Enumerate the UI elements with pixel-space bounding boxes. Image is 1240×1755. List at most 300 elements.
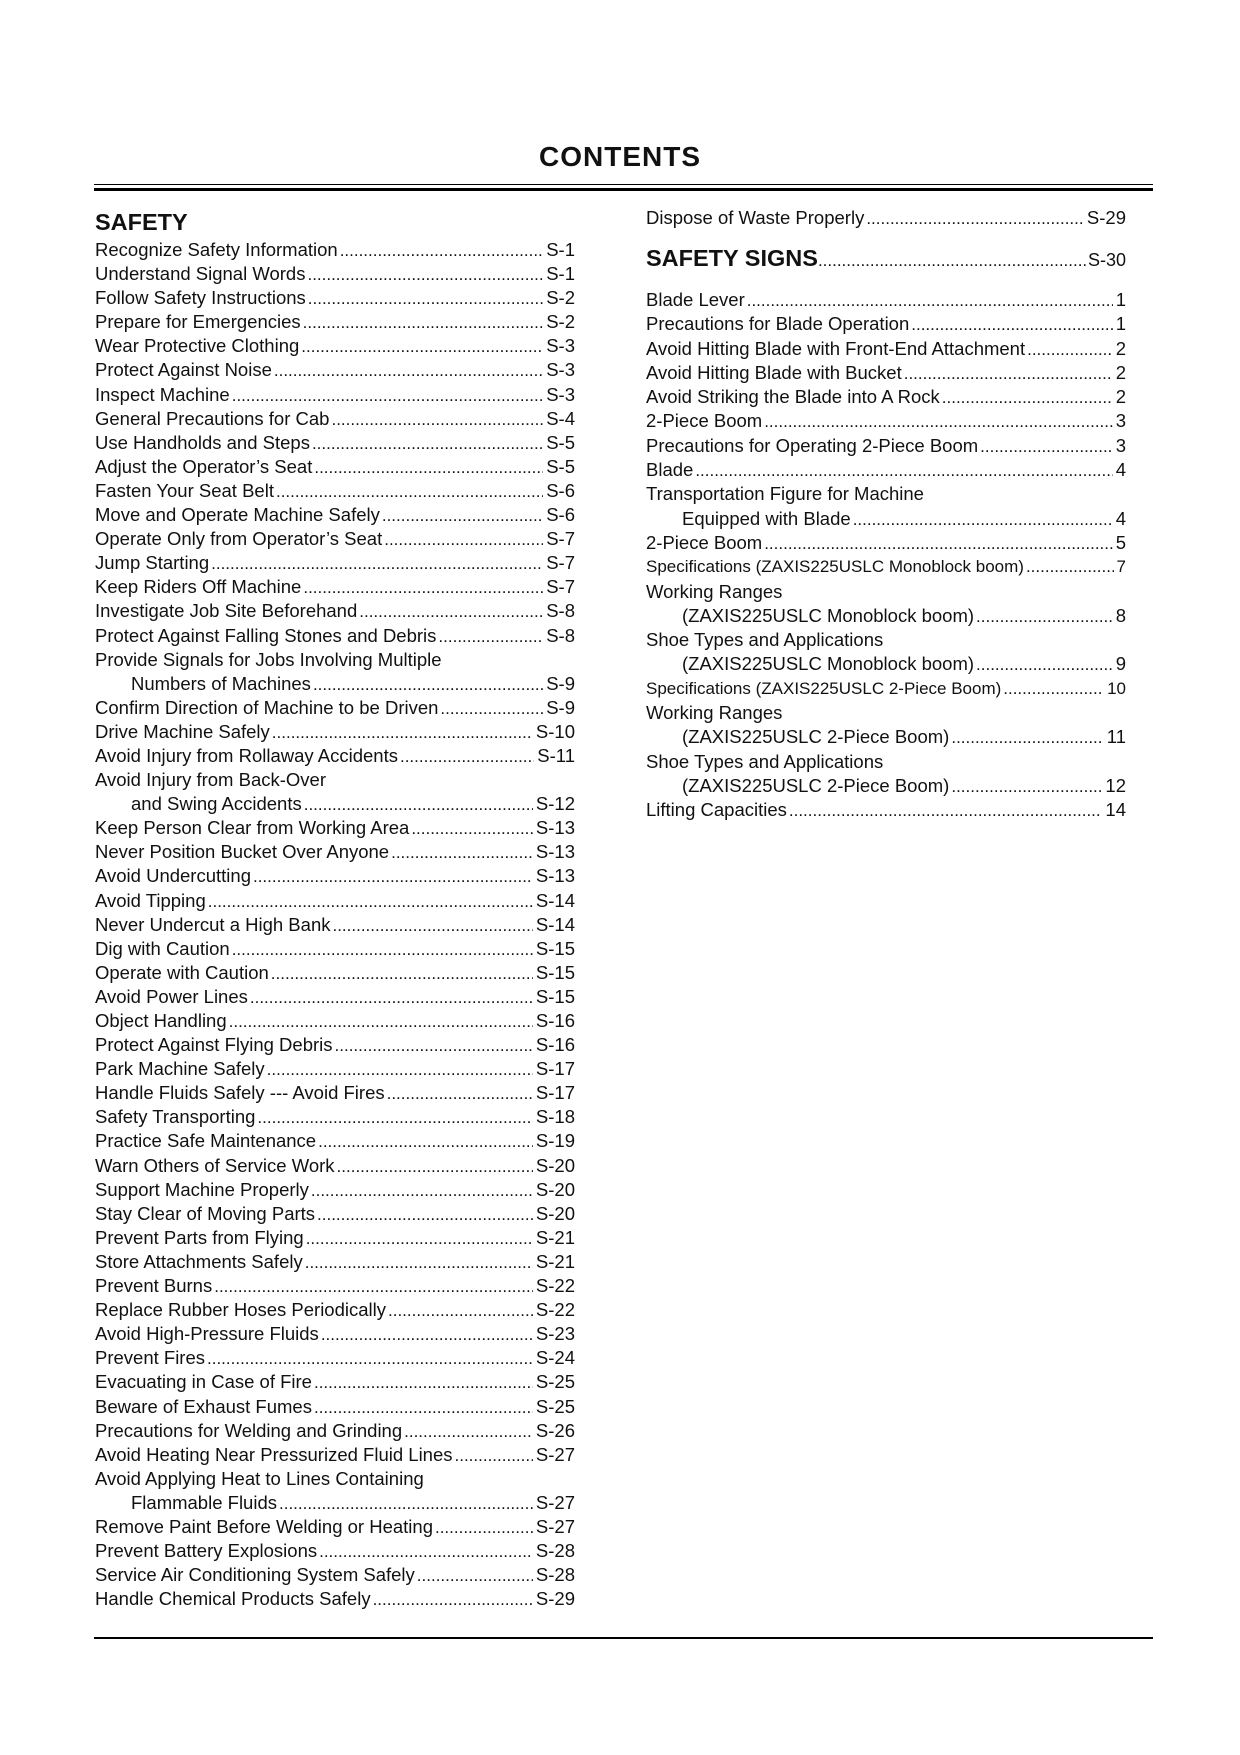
toc-entry[interactable]: [646, 434, 1126, 458]
toc-entry-page: 3: [1115, 434, 1126, 456]
toc-entry[interactable]: [646, 774, 1126, 798]
toc-entry[interactable]: [95, 1491, 575, 1515]
toc-entry[interactable]: [95, 286, 575, 310]
toc-entry-leader: [357, 600, 543, 624]
toc-entry-leader: [212, 1275, 533, 1299]
toc-entry-page: S-15: [535, 937, 575, 959]
toc-entry[interactable]: [646, 361, 1126, 385]
toc-entry-leader: [453, 1444, 533, 1468]
toc-entry[interactable]: [95, 358, 575, 382]
toc-entry-title-line[interactable]: Working Ranges: [646, 580, 783, 602]
toc-entry-page: S-22: [535, 1275, 575, 1297]
toc-entry[interactable]: [646, 458, 1126, 482]
toc-entry[interactable]: [646, 385, 1126, 409]
toc-entry-title-line[interactable]: Shoe Types and Applications: [646, 629, 884, 651]
toc-entry[interactable]: [95, 1515, 575, 1539]
toc-entry-leader: [949, 775, 1102, 799]
toc-entry-title: Never Undercut a High Bank: [95, 913, 331, 935]
toc-entry-page: S-25: [535, 1395, 575, 1417]
toc-entry-title: 2-Piece Boom: [646, 410, 763, 432]
toc-entry-page: S-9: [546, 696, 575, 718]
toc-column-right: [646, 206, 1126, 823]
toc-entry-title: General Precautions for Cab: [95, 407, 330, 429]
toc-entry-title: Understand Signal Words: [95, 263, 306, 285]
toc-entry-leader: [305, 263, 543, 287]
toc-entry-page: S-22: [535, 1299, 575, 1321]
toc-entry[interactable]: [95, 744, 575, 768]
toc-entry-page: S-7: [546, 576, 575, 598]
toc-entry-title: Support Machine Properly: [95, 1178, 309, 1200]
toc-entry-page: S-27: [535, 1491, 575, 1513]
toc-entry-title: Protect Against Noise: [95, 359, 272, 381]
toc-entry[interactable]: [95, 1298, 575, 1322]
toc-entry-leader: [317, 1540, 533, 1564]
section-heading-page: S-30: [1087, 250, 1126, 270]
toc-entry[interactable]: [95, 1202, 575, 1226]
toc-entry-page: 1: [1115, 313, 1126, 335]
toc-entry-leader: [277, 1492, 533, 1516]
toc-entry-leader: [270, 721, 533, 745]
toc-entry-leader: [398, 745, 534, 769]
toc-entry-page: S-5: [546, 431, 575, 453]
toc-entry-page: S-1: [546, 263, 575, 285]
toc-entry[interactable]: [95, 1154, 575, 1178]
toc-entry-leader: [438, 697, 543, 721]
toc-entry-title: Specifications (ZAXIS225USLC 2-Piece Boom): [646, 678, 1002, 698]
toc-entry-page: S-19: [535, 1130, 575, 1152]
toc-entry-title: Investigate Job Site Beforehand: [95, 600, 358, 622]
toc-entry-title: Avoid Hitting Blade with Bucket: [646, 361, 902, 383]
toc-entry-title: Store Attachments Safely: [95, 1250, 303, 1272]
toc-entry-leader: [248, 986, 533, 1010]
toc-entry[interactable]: [95, 1250, 575, 1274]
toc-entry-title-line[interactable]: Transportation Figure for Machine: [646, 483, 924, 505]
toc-entry-leader: [299, 335, 543, 359]
page-title: CONTENTS: [539, 141, 701, 172]
toc-entry-title: Beware of Exhaust Fumes: [95, 1395, 312, 1417]
toc-entry-page: S-3: [546, 359, 575, 381]
toc-entry-leader: [415, 1564, 533, 1588]
toc-entry-title: Never Position Bucket Over Anyone: [95, 841, 390, 863]
toc-entry[interactable]: [95, 889, 575, 913]
toc-entry-leader: [310, 432, 543, 456]
toc-entry-leader: [382, 528, 543, 552]
toc-entry[interactable]: [95, 985, 575, 1009]
toc-entry-title: Precautions for Welding and Grinding: [95, 1419, 403, 1441]
toc-entry-title-line[interactable]: Shoe Types and Applications: [646, 750, 884, 772]
section-heading-label: SAFETY SIGNS: [646, 245, 818, 271]
toc-entry-title: Avoid Striking the Blade into A Rock: [646, 386, 940, 408]
toc-entry-page: 2: [1115, 337, 1126, 359]
toc-entry[interactable]: [95, 455, 575, 479]
toc-entry-page: S-27: [535, 1443, 575, 1465]
toc-entry[interactable]: [95, 479, 575, 503]
toc-entry-leader: [1001, 677, 1104, 701]
toc-entry-page: S-8: [546, 624, 575, 646]
toc-entry-title: Drive Machine Safely: [95, 720, 270, 742]
header-rule-thin: [94, 184, 1153, 185]
toc-entry-title: Handle Chemical Products Safely: [95, 1588, 371, 1610]
toc-entry-page: S-25: [535, 1371, 575, 1393]
toc-entry-leader: [272, 359, 543, 383]
toc-entry-page: 7: [1116, 557, 1126, 577]
toc-entry[interactable]: [95, 937, 575, 961]
toc-entry[interactable]: [95, 1105, 575, 1129]
toc-entry[interactable]: [646, 604, 1126, 628]
toc-entry-title: Wear Protective Clothing: [95, 335, 300, 357]
toc-entry[interactable]: [95, 575, 575, 599]
toc-entry-leader: [949, 726, 1103, 750]
toc-entry-leader: [303, 1251, 533, 1275]
toc-entry-leader: [265, 1058, 533, 1082]
toc-entry-page: S-4: [546, 407, 575, 429]
toc-entry-leader: [311, 673, 543, 697]
toc-entry-page: S-16: [535, 1010, 575, 1031]
toc-entry[interactable]: [95, 720, 575, 744]
toc-entry-page: S-17: [535, 1082, 575, 1104]
toc-entry[interactable]: [95, 503, 575, 527]
toc-entry-page: 1: [1115, 289, 1126, 310]
toc-entry-page: S-8: [546, 600, 575, 622]
toc-entry-page: S-13: [535, 817, 575, 839]
toc-entry-title: Specifications (ZAXIS225USLC Monoblock boom): [646, 557, 1024, 577]
toc-entry[interactable]: [95, 238, 575, 262]
toc-entry[interactable]: [95, 1178, 575, 1202]
toc-entry[interactable]: [95, 672, 575, 696]
toc-entry[interactable]: [646, 652, 1126, 676]
toc-entry-title: (ZAXIS225USLC 2-Piece Boom): [682, 774, 950, 796]
toc-entry-page: S-21: [535, 1250, 575, 1272]
toc-entry-title: Operate with Caution: [95, 961, 269, 983]
toc-entry-leader: [762, 532, 1113, 556]
toc-entry-leader: [974, 605, 1113, 629]
toc-entry[interactable]: [646, 531, 1126, 555]
toc-entry-page: S-28: [535, 1540, 575, 1562]
toc-entry-title: Remove Paint Before Welding or Heating: [95, 1515, 433, 1537]
toc-entry-leader: [978, 435, 1113, 459]
toc-entry[interactable]: [95, 1443, 575, 1467]
toc-entry-title: Avoid Tipping: [95, 889, 206, 911]
toc-entry[interactable]: [646, 409, 1126, 433]
toc-entry-page: S-29: [535, 1588, 575, 1610]
toc-entry-leader: [333, 1034, 533, 1058]
toc-entry-page: 12: [1105, 774, 1126, 796]
toc-entry[interactable]: [646, 312, 1126, 336]
toc-entry-page: S-3: [546, 383, 575, 405]
toc-entry-page: 4: [1115, 507, 1126, 529]
toc-entry-leader: [230, 938, 533, 962]
toc-entry-page: S-9: [546, 672, 575, 694]
toc-entry-leader: [864, 207, 1084, 231]
toc-entry-leader: [851, 508, 1113, 532]
toc-entry[interactable]: [95, 1322, 575, 1346]
toc-entry[interactable]: [95, 1587, 575, 1611]
toc-entry-page: 9: [1115, 653, 1126, 675]
toc-entry-page: S-23: [535, 1323, 575, 1345]
toc-entry-page: S-10: [535, 720, 575, 742]
toc-entry-title: Avoid Power Lines: [95, 985, 248, 1007]
toc-entry-page: 14: [1105, 799, 1126, 821]
toc-entry-page: 4: [1115, 459, 1126, 481]
toc-entry-title: Adjust the Operator’s Seat: [95, 455, 313, 477]
toc-entry-page: S-1: [546, 239, 575, 260]
toc-entry-leader: [230, 384, 543, 408]
toc-entry-leader: [206, 890, 533, 914]
toc-entry[interactable]: [646, 337, 1126, 361]
toc-entry-leader: [251, 865, 533, 889]
toc-entry-page: S-13: [535, 865, 575, 887]
toc-entry-leader: [316, 1130, 533, 1154]
toc-entry-title: Blade: [646, 459, 694, 481]
toc-entry-title: Protect Against Falling Stones and Debris: [95, 624, 437, 646]
toc-entry-leader: [304, 1227, 533, 1251]
toc-entry-leader: [974, 653, 1113, 677]
toc-entry-page: S-29: [1086, 207, 1126, 228]
toc-entry-title: Prevent Parts from Flying: [95, 1226, 304, 1248]
toc-entry[interactable]: [646, 677, 1126, 701]
toc-entry-title: 2-Piece Boom: [646, 531, 763, 553]
toc-entry-title: Precautions for Blade Operation: [646, 313, 910, 335]
toc-entry[interactable]: [95, 1226, 575, 1250]
toc-entry-title: Safety Transporting: [95, 1106, 256, 1128]
toc-entry-page: S-13: [535, 841, 575, 863]
toc-entry[interactable]: [95, 840, 575, 864]
toc-entry-title-line[interactable]: Avoid Applying Heat to Lines Containing: [95, 1467, 424, 1489]
toc-entry-page: S-28: [535, 1564, 575, 1586]
toc-entry-title: Dispose of Waste Properly: [646, 207, 865, 228]
toc-entry-leader: [330, 914, 532, 938]
toc-entry-leader: [227, 1010, 533, 1034]
toc-entry-page: 2: [1115, 361, 1126, 383]
toc-entry-page: S-20: [535, 1154, 575, 1176]
toc-entry-page: S-12: [535, 793, 575, 815]
toc-entry-leader: [209, 552, 543, 576]
toc-entry[interactable]: [95, 864, 575, 888]
toc-entry-title: Prevent Battery Explosions: [95, 1540, 318, 1562]
toc-entry-page: S-26: [535, 1419, 575, 1441]
toc-entry-leader: [301, 576, 543, 600]
toc-entry-title: Keep Riders Off Machine: [95, 576, 302, 598]
toc-entry-title: Move and Operate Machine Safely: [95, 504, 380, 526]
toc-entry-title: Lifting Capacities: [646, 799, 787, 821]
toc-entry-page: S-6: [546, 504, 575, 526]
toc-entry[interactable]: [95, 1057, 575, 1081]
toc-entry-title: Flammable Fluids: [131, 1491, 277, 1513]
toc-entry-page: S-14: [535, 913, 575, 935]
toc-entry-leader: [205, 1347, 533, 1371]
toc-entry-title: Recognize Safety Information: [95, 239, 338, 260]
toc-entry-leader: [386, 1299, 533, 1323]
toc-entry[interactable]: [95, 1274, 575, 1298]
toc-entry-title: Equipped with Blade: [682, 507, 851, 529]
toc-entry-title: Prevent Burns: [95, 1275, 213, 1297]
toc-entry[interactable]: [95, 407, 575, 431]
toc-entry-title: Object Handling: [95, 1010, 227, 1031]
toc-entry-title-line[interactable]: Working Ranges: [646, 702, 783, 724]
toc-entry-page: S-15: [535, 985, 575, 1007]
toc-entry-leader: [762, 410, 1113, 434]
toc-entry-title: Numbers of Machines: [131, 672, 311, 694]
toc-entry-title: Use Handholds and Steps: [95, 431, 310, 453]
toc-entry-title: Prepare for Emergencies: [95, 311, 301, 333]
toc-entry-page: S-20: [535, 1178, 575, 1200]
toc-entry-title: Avoid Heating Near Pressurized Fluid Lines: [95, 1443, 453, 1465]
toc-entry-leader: [302, 793, 533, 817]
toc-entry-page: S-5: [546, 455, 575, 477]
toc-entry[interactable]: [95, 913, 575, 937]
toc-entry-leader: [433, 1516, 533, 1540]
toc-entry[interactable]: [95, 599, 575, 623]
toc-entry-page: 11: [1106, 726, 1126, 748]
toc-entry[interactable]: [646, 555, 1126, 579]
toc-entry-page: S-15: [535, 961, 575, 983]
toc-entry-leader: [338, 239, 544, 263]
toc-entry-title: Avoid Hitting Blade with Front-End Attachment: [646, 337, 1026, 359]
toc-entry[interactable]: [95, 816, 575, 840]
toc-entry-page: S-16: [535, 1034, 575, 1056]
toc-entry-leader: [274, 480, 543, 504]
toc-entry-page: 2: [1115, 386, 1126, 408]
toc-entry-page: S-18: [535, 1106, 575, 1128]
toc-list-safety: [95, 238, 575, 1611]
toc-entry-page: 10: [1107, 678, 1126, 698]
toc-entry[interactable]: [95, 527, 575, 551]
toc-entry-title: (ZAXIS225USLC 2-Piece Boom): [682, 726, 950, 748]
toc-entry[interactable]: [95, 1419, 575, 1443]
toc-entry-leader: [436, 625, 543, 649]
toc-entry-title: Service Air Conditioning System Safely: [95, 1564, 415, 1586]
toc-entry[interactable]: [95, 334, 575, 358]
footer-rule: [94, 1637, 1153, 1639]
toc-entry-page: S-24: [535, 1347, 575, 1369]
toc-entry-title: Avoid Undercutting: [95, 865, 251, 887]
toc-entry-page: S-20: [535, 1202, 575, 1224]
toc-entry-leader: [380, 504, 543, 528]
toc-entry-page: 3: [1115, 410, 1126, 432]
toc-entry-page: S-6: [546, 479, 575, 501]
toc-entry-leader: [909, 313, 1112, 337]
toc-entry-title: Jump Starting: [95, 552, 210, 574]
toc-entry[interactable]: [95, 1370, 575, 1394]
toc-entry-title: and Swing Accidents: [131, 793, 302, 815]
toc-entry-title: Blade Lever: [646, 289, 745, 310]
toc-entry[interactable]: [95, 624, 575, 648]
toc-entry-title-line[interactable]: Provide Signals for Jobs Involving Multiple: [95, 648, 442, 670]
toc-entry-title: Practice Safe Maintenance: [95, 1130, 317, 1152]
toc-entry-leader: [312, 1396, 533, 1420]
toc-entry[interactable]: [95, 1395, 575, 1419]
toc-entry-title: Prevent Fires: [95, 1347, 206, 1369]
toc-entry-leader: [389, 841, 533, 865]
toc-entry[interactable]: [95, 1033, 575, 1057]
toc-entry-leader: [693, 459, 1112, 483]
section-heading-leader: [818, 245, 1086, 277]
toc-entry[interactable]: [646, 507, 1126, 531]
toc-entry[interactable]: [95, 1346, 575, 1370]
toc-entry-page: S-17: [535, 1058, 575, 1080]
toc-entry-leader: [255, 1106, 533, 1130]
toc-entry[interactable]: [646, 798, 1126, 822]
toc-entry-page: S-27: [535, 1515, 575, 1537]
toc-entry-title: Stay Clear of Moving Parts: [95, 1202, 316, 1224]
toc-entry-title: Evacuating in Case of Fire: [95, 1371, 312, 1393]
toc-entry-title: Park Machine Safely: [95, 1058, 265, 1080]
toc-entry-title-line[interactable]: Avoid Injury from Back-Over: [95, 769, 326, 791]
toc-entry[interactable]: [646, 206, 1126, 230]
toc-entry[interactable]: [95, 262, 575, 286]
toc-entry-title: Handle Fluids Safely --- Avoid Fires: [95, 1082, 385, 1104]
toc-entry[interactable]: [95, 1563, 575, 1587]
toc-entry-leader: [319, 1323, 533, 1347]
toc-entry-page: S-14: [535, 889, 575, 911]
toc-entry-title: Protect Against Flying Debris: [95, 1034, 333, 1056]
toc-entry-page: S-2: [546, 287, 575, 309]
toc-entry-page: S-2: [546, 311, 575, 333]
toc-entry[interactable]: [95, 792, 575, 816]
toc-entry-leader: [309, 1179, 533, 1203]
toc-entry-leader: [1025, 338, 1113, 362]
toc-entry-page: S-7: [546, 552, 575, 574]
toc-entry[interactable]: [95, 1539, 575, 1563]
section-heading-safety: [95, 206, 575, 238]
toc-entry[interactable]: [646, 725, 1126, 749]
toc-entry-leader: [940, 386, 1113, 410]
toc-entry-leader: [371, 1588, 533, 1612]
toc-entry-leader: [1024, 555, 1114, 579]
toc-entry[interactable]: [95, 383, 575, 407]
section-heading-safety-signs[interactable]: [646, 242, 1126, 274]
toc-entry-page: S-3: [546, 335, 575, 357]
toc-entry-page: S-21: [535, 1226, 575, 1248]
toc-entry-leader: [745, 289, 1113, 313]
toc-entry-leader: [312, 1371, 533, 1395]
toc-list-safety-signs: [646, 288, 1126, 823]
toc-entry-title: Operate Only from Operator’s Seat: [95, 528, 383, 550]
section-heading-label: SAFETY: [95, 209, 188, 235]
toc-entry-leader: [409, 817, 533, 841]
toc-entry[interactable]: [95, 1129, 575, 1153]
toc-entry[interactable]: [646, 288, 1126, 312]
toc-entry-leader: [329, 408, 543, 432]
toc-entry[interactable]: [95, 696, 575, 720]
toc-entry-leader: [315, 1203, 533, 1227]
toc-entry[interactable]: [95, 431, 575, 455]
toc-entry-title: Fasten Your Seat Belt: [95, 479, 274, 501]
toc-entry-title: Replace Rubber Hoses Periodically: [95, 1299, 387, 1321]
toc-entry-title: Follow Safety Instructions: [95, 287, 306, 309]
toc-entry-leader: [902, 362, 1113, 386]
toc-entry[interactable]: [95, 1081, 575, 1105]
toc-entry-title: (ZAXIS225USLC Monoblock boom): [682, 653, 975, 675]
toc-entry-page: 8: [1115, 604, 1126, 626]
toc-entry-title: Keep Person Clear from Working Area: [95, 817, 410, 839]
toc-entry-title: Inspect Machine: [95, 383, 230, 405]
toc-entry-leader: [402, 1420, 533, 1444]
toc-entry-leader: [301, 311, 544, 335]
toc-entry-leader: [306, 287, 543, 311]
toc-entry-page: S-7: [546, 528, 575, 550]
toc-entry-title: Dig with Caution: [95, 937, 230, 959]
header-rule-thick: [94, 188, 1153, 191]
toc-entry[interactable]: [95, 551, 575, 575]
toc-entry[interactable]: [95, 961, 575, 985]
toc-entry-page: 5: [1115, 531, 1126, 553]
toc-entry-leader: [787, 799, 1103, 823]
toc-entry-title: Warn Others of Service Work: [95, 1154, 335, 1176]
toc-entry[interactable]: [95, 1009, 575, 1033]
toc-column-left: [95, 206, 575, 1611]
toc-entry[interactable]: [95, 310, 575, 334]
